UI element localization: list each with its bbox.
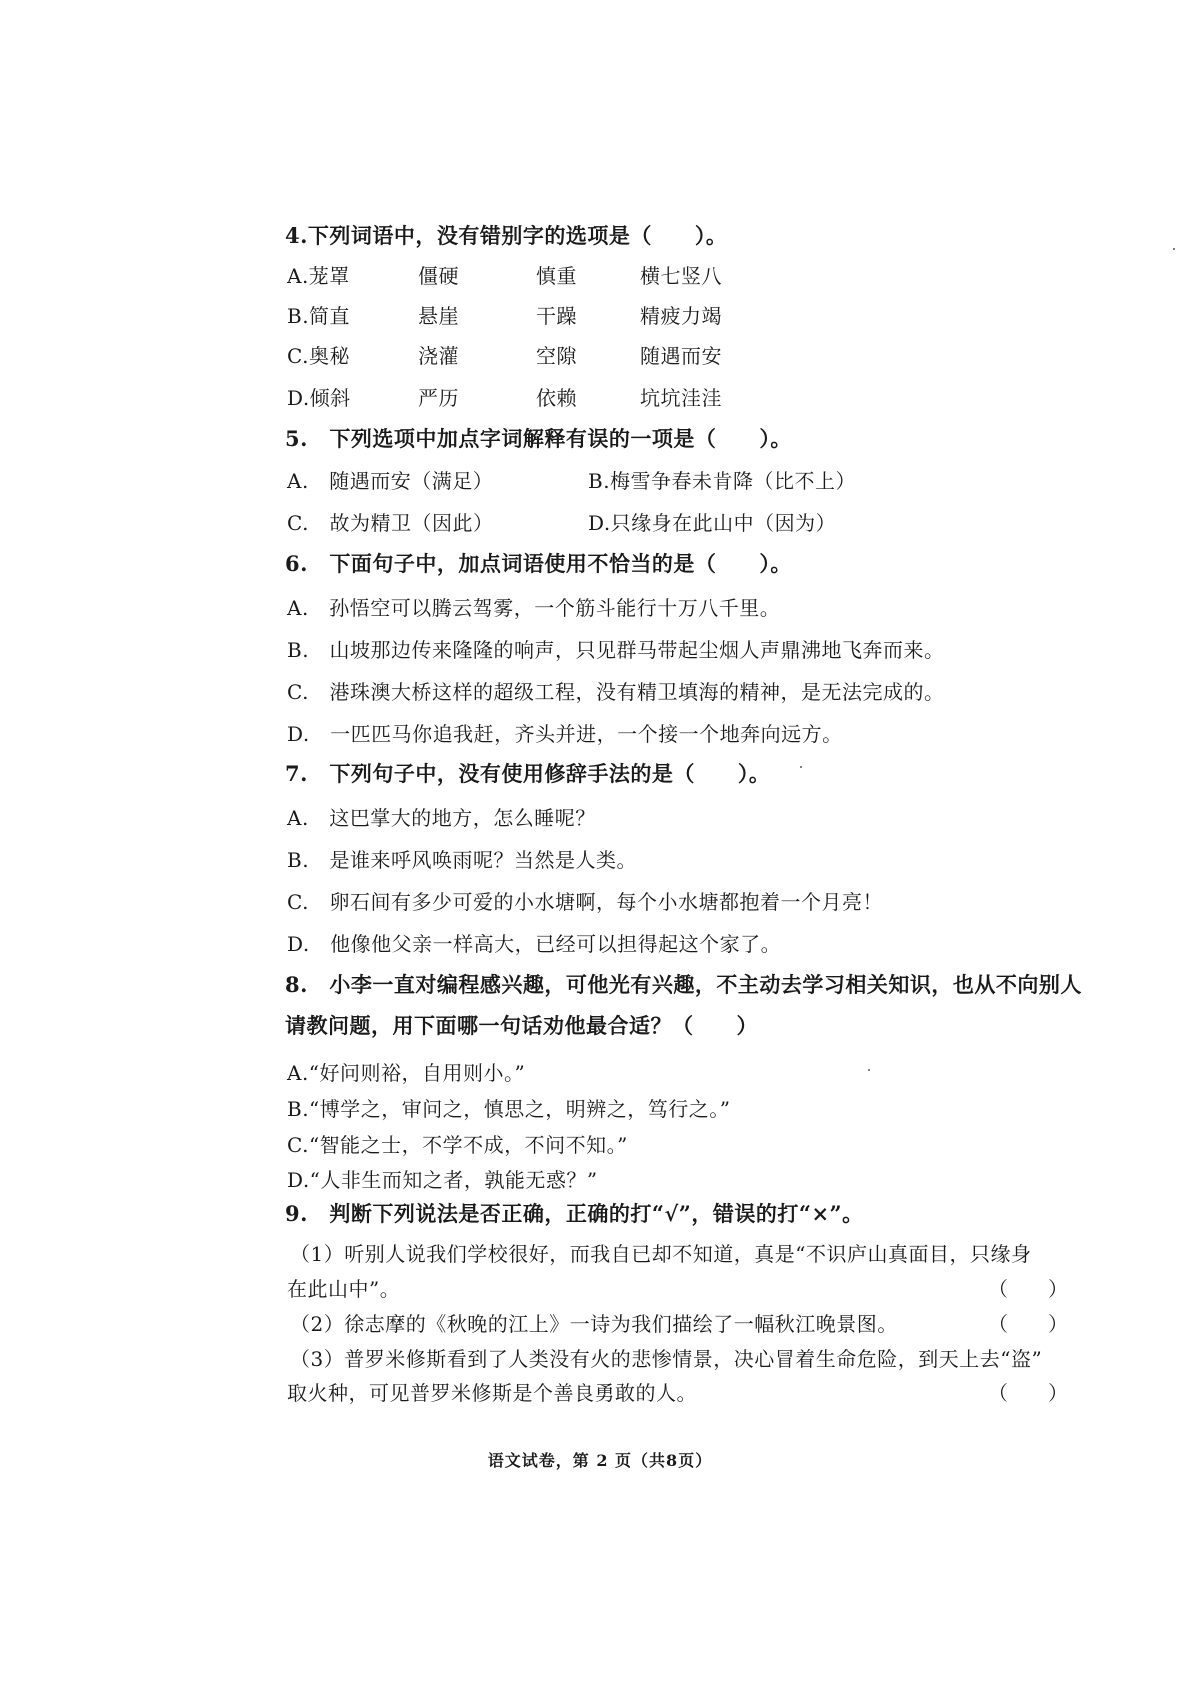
q7-option-b: B. 是谁来呼风唤雨呢？当然是人类。 — [287, 848, 638, 872]
question-8-stem-line2: 请教问题，用下面哪一句话劝他最合适？（ ） — [285, 1013, 758, 1038]
q9-item-1-answer-blank[interactable]: （ ） — [988, 1277, 1068, 1301]
scan-speck — [800, 766, 802, 768]
question-7-stem: 7. 下列句子中，没有使用修辞手法的是（ ）。 — [285, 761, 771, 786]
q4-a-word-1: A.茏罩 — [287, 264, 350, 288]
q4-c-word-2: 浇灌 — [418, 344, 459, 368]
q8-option-a: A.“好问则裕，自用则小。” — [287, 1061, 526, 1085]
q4-c-word-1: C.奥秘 — [287, 344, 350, 368]
q9-item-3-answer-blank[interactable]: （ ） — [988, 1381, 1068, 1405]
q9-item-2-answer-blank[interactable]: （ ） — [988, 1312, 1068, 1336]
q4-b-word-2: 悬崖 — [418, 304, 459, 328]
q7-option-a: A. 这巴掌大的地方，怎么睡呢？ — [287, 806, 596, 830]
question-4-stem: 4.下列词语中，没有错别字的选项是（ ）。 — [285, 223, 728, 248]
q4-d-word-2: 严历 — [418, 386, 459, 410]
scan-speck — [868, 1069, 870, 1071]
q9-item-1-line2: 在此山中”。 — [287, 1277, 401, 1301]
q9-item-2-line1: （2）徐志摩的《秋晚的江上》一诗为我们描绘了一幅秋江晚景图。 — [290, 1312, 898, 1336]
q4-d-word-1: D.倾斜 — [287, 386, 351, 410]
q6-option-a: A. 孙悟空可以腾云驾雾，一个筋斗能行十万八千里。 — [287, 596, 781, 620]
q4-a-word-4: 横七竖八 — [640, 264, 722, 288]
q9-item-1-line1: （1）听别人说我们学校很好，而我自已却不知道，真是“不识庐山真面目，只缘身 — [290, 1242, 1032, 1266]
question-9-stem: 9. 判断下列说法是否正确，正确的打“√”，错误的打“×”。 — [285, 1201, 864, 1226]
question-6-stem: 6. 下面句子中，加点词语使用不恰当的是（ ）。 — [285, 551, 792, 576]
q8-option-b: B.“博学之，审问之，慎思之，明辨之，笃行之。” — [287, 1097, 731, 1121]
q4-a-word-2: 僵硬 — [418, 264, 459, 288]
q7-option-d: D. 他像他父亲一样高大，已经可以担得起这个家了。 — [287, 932, 782, 956]
q9-item-3-line1: （3）普罗米修斯看到了人类没有火的悲惨情景，决心冒着生命危险，到天上去“盗” — [290, 1347, 1043, 1371]
q8-option-d: D.“人非生而知之者，孰能无惑？” — [287, 1168, 598, 1192]
q4-b-word-1: B.简直 — [287, 304, 351, 328]
q4-b-word-3: 干躁 — [536, 304, 577, 328]
q4-d-word-3: 依赖 — [536, 386, 577, 410]
q5-option-b: B.梅雪争春未肯降（比不上） — [588, 469, 857, 493]
q6-option-b: B. 山坡那边传来隆隆的响声，只见群马带起尘烟人声鼎沸地飞奔而来。 — [287, 638, 945, 662]
q9-item-3-line2: 取火种，可见普罗米修斯是个善良勇敢的人。 — [287, 1381, 697, 1405]
scan-speck — [1173, 248, 1175, 250]
q8-option-c: C.“智能之士，不学不成，不问不知。” — [287, 1133, 628, 1157]
q4-a-word-3: 慎重 — [536, 264, 577, 288]
q5-option-a: A. 随遇而安（满足） — [287, 469, 494, 493]
q5-option-d: D.只缘身在此山中（因为） — [588, 511, 837, 535]
question-8-stem-line1: 8. 小李一直对编程感兴趣，可他光有兴趣，不主动去学习相关知识，也从不向别人 — [285, 972, 1082, 997]
question-5-stem: 5. 下列选项中加点字词解释有误的一项是（ ）。 — [285, 426, 792, 451]
page-footer: 语文试卷，第 2 页（共8页） — [487, 1451, 713, 1470]
q4-d-word-4: 坑坑洼洼 — [640, 386, 722, 410]
q4-c-word-3: 空隙 — [536, 344, 577, 368]
q7-option-c: C. 卵石间有多少可爱的小水塘啊，每个小水塘都抱着一个月亮！ — [287, 890, 883, 914]
q4-c-word-4: 随遇而安 — [640, 344, 722, 368]
q5-option-c: C. 故为精卫（因此） — [287, 511, 494, 535]
q4-b-word-4: 精疲力竭 — [640, 304, 722, 328]
q6-option-c: C. 港珠澳大桥这样的超级工程，没有精卫填海的精神，是无法完成的。 — [287, 680, 945, 704]
q6-option-d: D. 一匹匹马你追我赶，齐头并进，一个接一个地奔向远方。 — [287, 722, 843, 746]
